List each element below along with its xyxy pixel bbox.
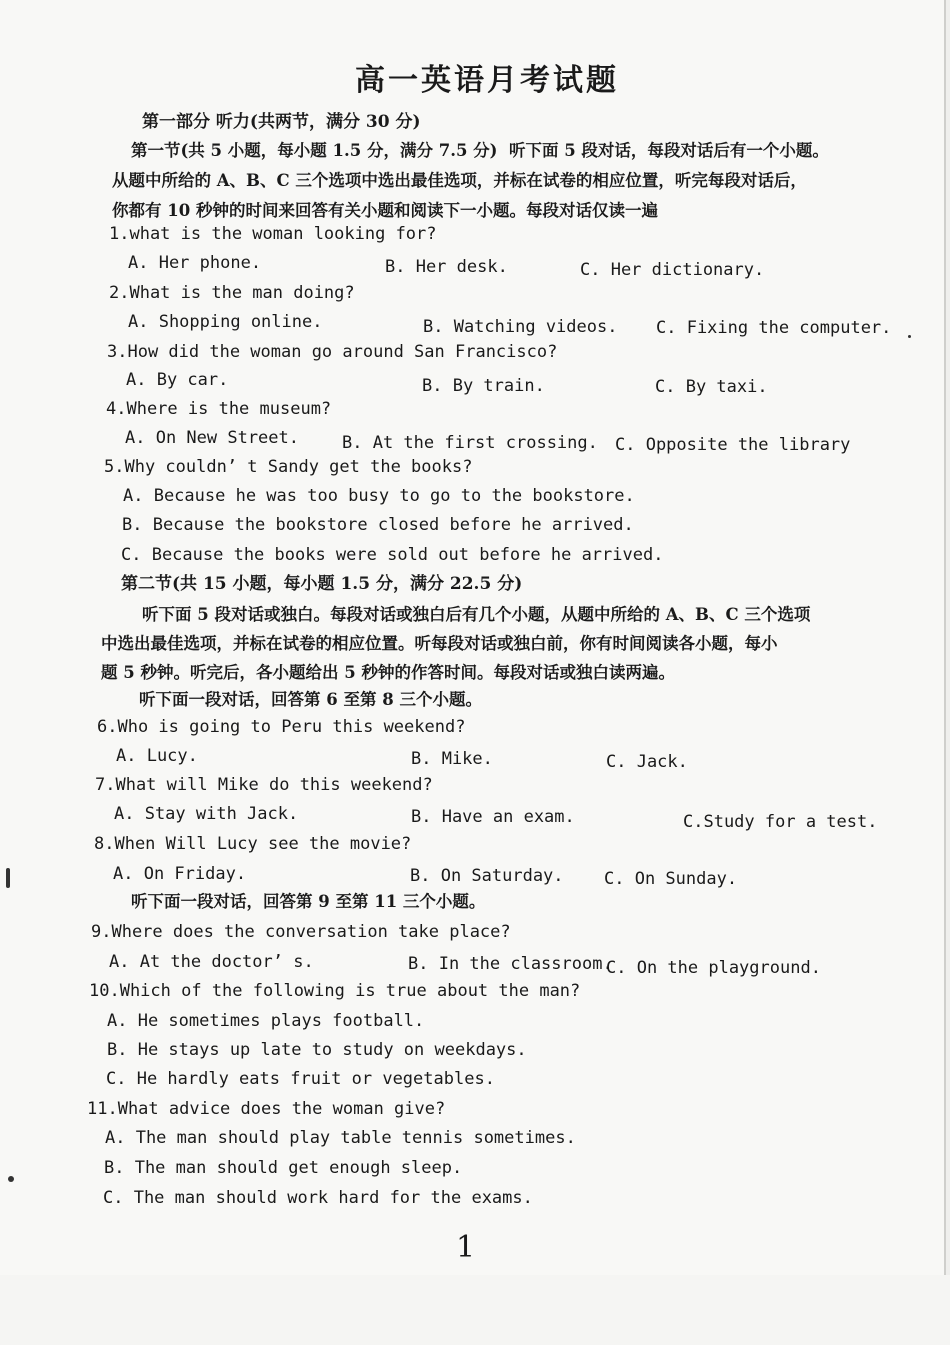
question-6-option-a: A. Lucy. xyxy=(116,746,198,766)
dialog1-intro: 听下面一段对话，回答第 6 至第 8 三个小题。 xyxy=(139,690,482,709)
question-5-option-a: A. Because he was too busy to go to the bookstore. xyxy=(123,486,635,506)
question-11-option-a: A. The man should play table tennis sometimes. xyxy=(105,1128,576,1148)
question-11-option-b: B. The man should get enough sleep. xyxy=(104,1158,463,1178)
question-5-stem: 5.Why couldn’ t Sandy get the books? xyxy=(104,457,473,477)
page-title: 高一英语月考试题 xyxy=(355,63,619,98)
question-6-stem: 6.Who is going to Peru this weekend? xyxy=(97,717,466,737)
dialog2-intro: 听下面一段对话，回答第 9 至第 11 三个小题。 xyxy=(131,892,486,911)
question-6-option-b: B. Mike. xyxy=(411,749,493,769)
question-4-option-a: A. On New Street. xyxy=(125,428,299,448)
question-10-option-c: C. He hardly eats fruit or vegetables. xyxy=(106,1069,495,1089)
question-4-option-c: C. Opposite the library xyxy=(615,435,851,455)
question-7-option-c: C.Study for a test. xyxy=(683,812,878,832)
question-3-option-b: B. By train. xyxy=(422,376,545,396)
question-8-option-b: B. On Saturday. xyxy=(410,866,564,886)
question-4-stem: 4.Where is the museum? xyxy=(106,399,332,419)
scan-margin xyxy=(0,1275,950,1345)
question-6-option-c: C. Jack. xyxy=(606,752,688,772)
question-7-option-b: B. Have an exam. xyxy=(411,807,575,827)
question-9-stem: 9.Where does the conversation take place? xyxy=(91,922,511,942)
section2-instructions-line3: 题 5 秒钟。听完后，各小题给出 5 秒钟的作答时间。每段对话或独白读两遍。 xyxy=(101,663,675,682)
section2-instructions-line2: 中选出最佳选项，并标在试卷的相应位置。听每段对话或独白前，你有时间阅读各小题，每小 xyxy=(101,634,778,653)
section1-instructions-line3: 你都有 10 秒钟的时间来回答有关小题和阅读下一小题。每段对话仅读一遍 xyxy=(112,201,658,220)
question-8-option-c: C. On Sunday. xyxy=(604,869,738,889)
question-10-option-a: A. He sometimes plays football. xyxy=(107,1011,425,1031)
question-11-stem: 11.What advice does the woman give? xyxy=(87,1099,446,1119)
question-2-option-b: B. Watching videos. xyxy=(423,317,618,337)
question-3-stem: 3.How did the woman go around San Francisco? xyxy=(107,342,558,362)
scan-mark xyxy=(6,868,10,888)
part1-heading: 第一部分 听力(共两节，满分 30 分) xyxy=(142,112,421,132)
question-9-option-a: A. At the doctor’ s. xyxy=(109,952,314,972)
question-8-stem: 8.When Will Lucy see the movie? xyxy=(94,834,412,854)
question-1-option-a: A. Her phone. xyxy=(128,253,262,273)
page-number: 1 xyxy=(456,1230,476,1265)
question-9-option-b: B. In the classroom. xyxy=(408,954,613,974)
question-5-option-c: C. Because the books were sold out before he arrived. xyxy=(121,545,664,565)
question-2-option-c: C. Fixing the computer. xyxy=(656,318,892,338)
question-8-option-a: A. On Friday. xyxy=(113,864,247,884)
question-11-option-c: C. The man should work hard for the exams. xyxy=(103,1188,533,1208)
section1-instructions-line2: 从题中所给的 A、B、C 三个选项中选出最佳选项，并标在试卷的相应位置，听完每段对话后， xyxy=(112,171,807,190)
question-10-stem: 10.Which of the following is true about the man? xyxy=(89,981,581,1001)
question-7-stem: 7.What will Mike do this weekend? xyxy=(95,775,433,795)
question-1-stem: 1.what is the woman looking for? xyxy=(109,224,437,244)
section2-heading: 第二节(共 15 小题，每小题 1.5 分，满分 22.5 分) xyxy=(121,574,523,594)
section2-instructions-line1: 听下面 5 段对话或独白。每段对话或独白后有几个小题，从题中所给的 A、B、C 三个选项 xyxy=(142,605,811,624)
question-9-option-c: C. On the playground. xyxy=(606,958,821,978)
question-2-option-a: A. Shopping online. xyxy=(128,312,323,332)
question-1-option-b: B. Her desk. xyxy=(385,257,508,277)
scan-mark xyxy=(8,1176,14,1182)
question-2-stem: 2.What is the man doing? xyxy=(109,283,355,303)
question-5-option-b: B. Because the bookstore closed before he arrived. xyxy=(122,515,634,535)
question-7-option-a: A. Stay with Jack. xyxy=(114,804,299,824)
question-10-option-b: B. He stays up late to study on weekdays. xyxy=(107,1040,527,1060)
question-3-option-c: C. By taxi. xyxy=(655,377,768,397)
question-1-option-c: C. Her dictionary. xyxy=(580,260,765,280)
question-4-option-b: B. At the first crossing. xyxy=(342,433,598,453)
section1-heading: 第一节(共 5 小题，每小题 1.5 分，满分 7.5 分) 听下面 5 段对话，每段对话后有一个小题。 xyxy=(131,141,829,160)
question-3-option-a: A. By car. xyxy=(126,370,229,390)
scan-mark xyxy=(908,335,911,338)
